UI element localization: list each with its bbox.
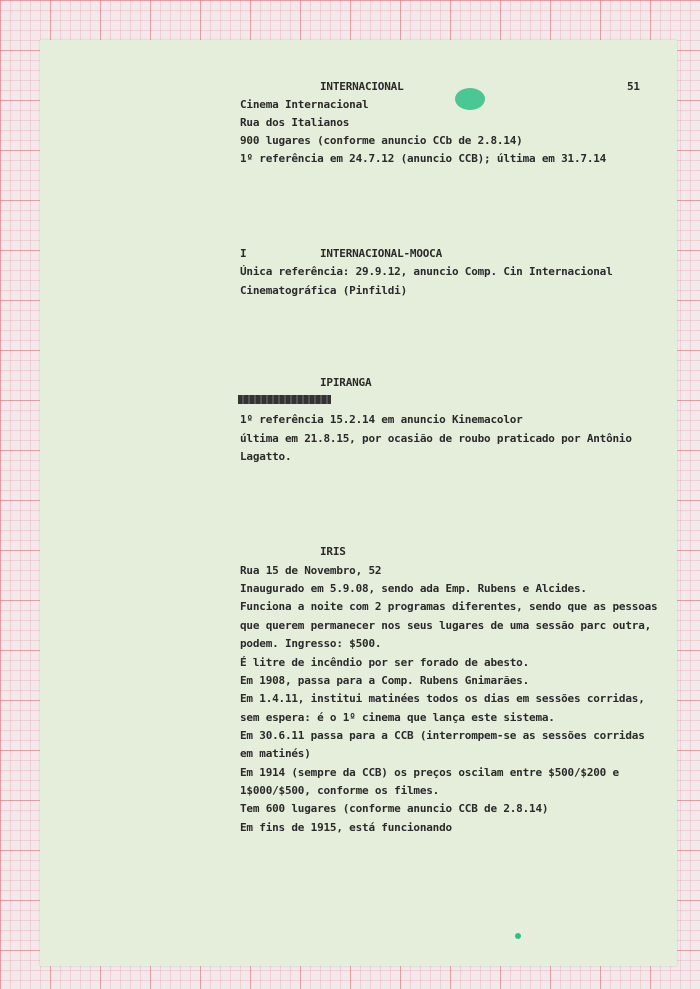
heading-internacional-mooca: INTERNACIONAL-MOOCA bbox=[320, 247, 443, 260]
page-number: 51 bbox=[627, 80, 640, 93]
text-line: sem espera: é o 1º cinema que lança este sistema. bbox=[240, 711, 555, 724]
text-line: última em 21.8.15, por ocasião de roubo praticado por Antônio bbox=[240, 432, 632, 445]
text-line: Cinematográfica (Pinfildi) bbox=[240, 284, 407, 297]
green-ink-stamp bbox=[455, 88, 485, 110]
text-line: 900 lugares (conforme anuncio CCb de 2.8.14) bbox=[240, 134, 523, 147]
text-line: Cinema Internacional bbox=[240, 98, 369, 111]
struck-out-text bbox=[238, 395, 331, 404]
text-line: Lagatto. bbox=[240, 450, 292, 463]
text-line: Funciona a noite com 2 programas diferentes, sendo que as pessoas bbox=[240, 600, 658, 613]
text-line: Rua 15 de Novembro, 52 bbox=[240, 564, 382, 577]
text-line: Em 30.6.11 passa para a CCB (interrompem-se as sessões corridas bbox=[240, 729, 645, 742]
green-ink-dot bbox=[515, 933, 521, 939]
text-line: Em 1914 (sempre da CCB) os preços oscilam entre $500/$200 e bbox=[240, 766, 619, 779]
text-line: 1º referência em 24.7.12 (anuncio CCB); última em 31.7.14 bbox=[240, 152, 607, 165]
text-line: Em fins de 1915, está funcionando bbox=[240, 821, 452, 834]
text-line: que querem permanecer nos seus lugares de uma sessão parc outra, bbox=[240, 619, 652, 632]
heading-iris: IRIS bbox=[320, 545, 346, 558]
heading-internacional: INTERNACIONAL bbox=[320, 80, 404, 93]
text-line: em matinés) bbox=[240, 747, 311, 760]
text-line: Tem 600 lugares (conforme anuncio CCB de 2.8.14) bbox=[240, 802, 549, 815]
text-line: Rua dos Italianos bbox=[240, 116, 350, 129]
text-line: Em 1908, passa para a Comp. Rubens Gnimarães. bbox=[240, 674, 530, 687]
margin-mark: I bbox=[240, 247, 247, 260]
text-line: 1º referência 15.2.14 em anuncio Kinemacolor bbox=[240, 413, 523, 426]
text-line: É litre de incêndio por ser forado de abesto. bbox=[240, 656, 530, 669]
heading-ipiranga: IPIRANGA bbox=[320, 376, 372, 389]
text-line: podem. Ingresso: $500. bbox=[240, 637, 382, 650]
text-line: 1$000/$500, conforme os filmes. bbox=[240, 784, 440, 797]
text-line: Em 1.4.11, institui matinées todos os dias em sessões corridas, bbox=[240, 692, 645, 705]
text-line: Inaugurado em 5.9.08, sendo ada Emp. Rubens e Alcides. bbox=[240, 582, 587, 595]
text-line: Única referência: 29.9.12, anuncio Comp. Cin Internacional bbox=[240, 265, 613, 278]
